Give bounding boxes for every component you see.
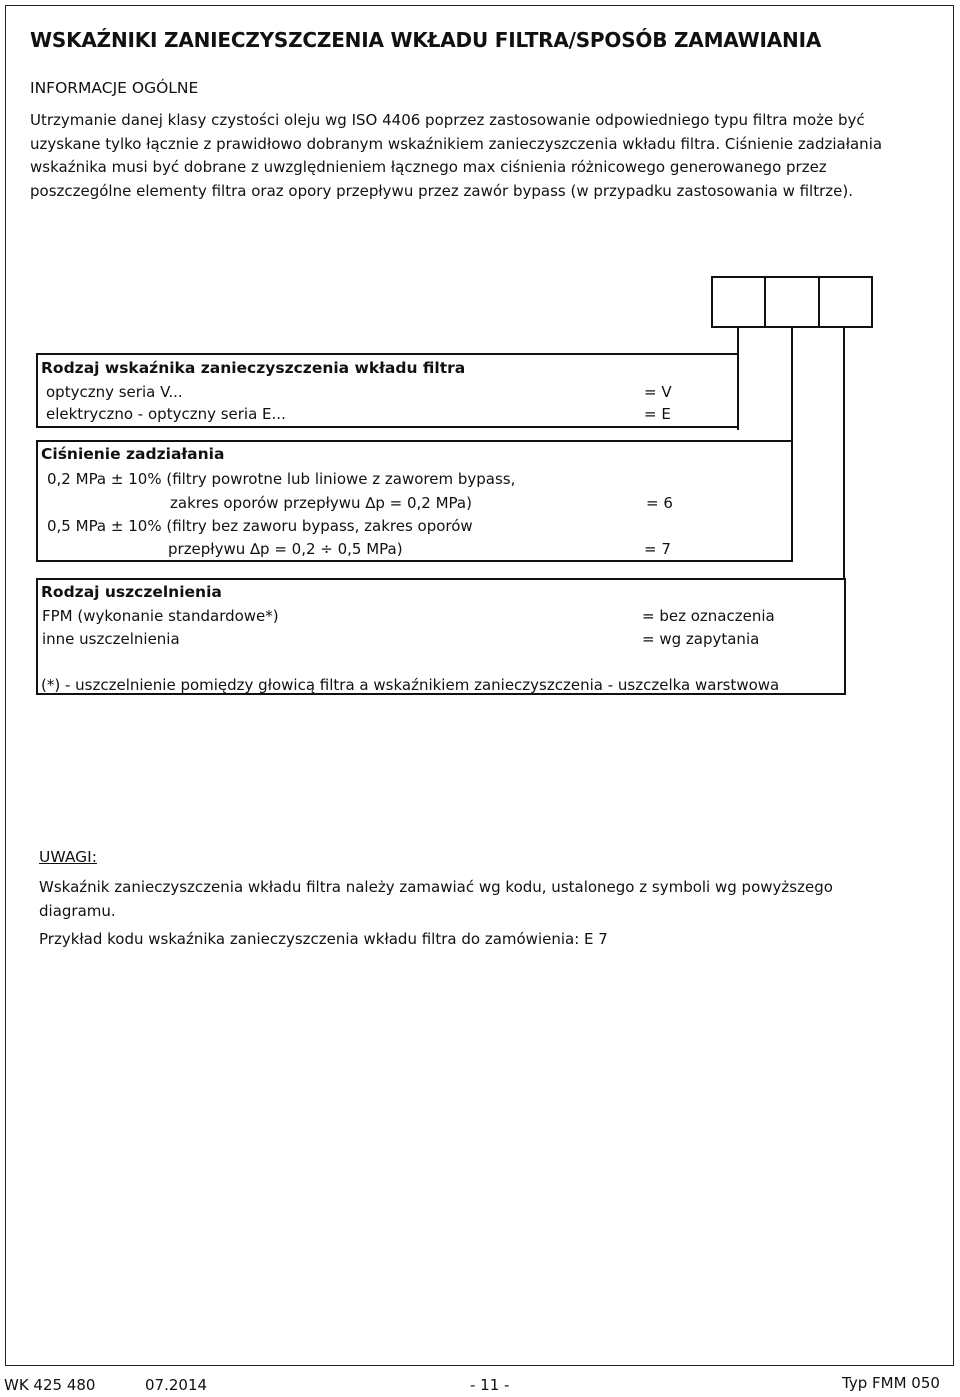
intro-line: wskaźnika musi być dobrane z uwzględnieniem łącznego max ciśnienia różnicowego generowanego przez xyxy=(30,158,827,176)
section-title: Rodzaj uszczelnienia xyxy=(41,583,222,601)
option-label: inne uszczelnienia xyxy=(42,630,180,648)
activation-pressure-section xyxy=(36,440,793,562)
remarks-line: Wskaźnik zanieczyszczenia wkładu filtra należy zamawiać wg kodu, ustalonego z symboli wg powyższego xyxy=(39,878,833,896)
intro-paragraph xyxy=(30,109,910,203)
connector-line-3 xyxy=(843,328,845,580)
option-code: = wg zapytania xyxy=(642,630,760,648)
option-text: 0,2 MPa ± 10% (filtry powrotne lub liniowe z zaworem bypass, xyxy=(47,470,516,488)
option-code: = E xyxy=(644,405,671,423)
indicator-type-section xyxy=(36,353,739,428)
remarks-heading: UWAGI: xyxy=(39,848,97,866)
code-box-2 xyxy=(764,276,820,328)
remarks-example: Przykład kodu wskaźnika zanieczyszczenia wkładu filtra do zamówienia: E 7 xyxy=(39,930,608,948)
intro-line: poszczególne elementy filtra oraz opory przepływu przez zawór bypass (w przypadku zastosowania w filtrze). xyxy=(30,181,853,200)
option-code: = 7 xyxy=(644,540,671,558)
general-info-heading: INFORMACJE OGÓLNE xyxy=(30,79,199,97)
footer-doc-code: WK 425 480 xyxy=(4,1376,96,1394)
footer-page-number: - 11 - xyxy=(470,1376,510,1394)
section-title: Rodzaj wskaźnika zanieczyszczenia wkładu filtra xyxy=(41,359,466,377)
code-box-3 xyxy=(818,276,873,328)
option-text: przepływu ∆p = 0,2 ÷ 0,5 MPa) xyxy=(168,540,403,558)
intro-line: uzyskane tylko łącznie z prawidłowo dobranym wskaźnikiem zanieczyszczenia wkładu filtra. Ciśnienie zadziałania xyxy=(30,134,883,153)
option-code: = V xyxy=(644,383,672,401)
option-label: elektryczno - optyczny seria E... xyxy=(46,405,286,423)
code-box-1 xyxy=(711,276,766,328)
footnote: (*) - uszczelnienie pomiędzy głowicą filtra a wskaźnikiem zanieczyszczenia - uszczelka warstwowa xyxy=(41,676,780,694)
option-label: FPM (wykonanie standardowe*) xyxy=(42,607,279,625)
section-title: Ciśnienie zadziałania xyxy=(41,445,225,463)
option-code: = 6 xyxy=(646,494,673,512)
option-text: 0,5 MPa ± 10% (filtry bez zaworu bypass, zakres oporów xyxy=(47,517,473,535)
option-text: zakres oporów przepływu ∆p = 0,2 MPa) xyxy=(170,494,472,512)
option-label: optyczny seria V... xyxy=(46,383,183,401)
remarks-line: diagramu. xyxy=(39,902,116,920)
page-title: WSKAŹNIKI ZANIECZYSZCZENIA WKŁADU FILTRA/SPOSÓB ZAMAWIANIA xyxy=(30,28,822,52)
option-code: = bez oznaczenia xyxy=(642,607,775,625)
footer-type: Typ FMM 050 xyxy=(842,1374,940,1392)
footer-date: 07.2014 xyxy=(145,1376,208,1394)
intro-line: Utrzymanie danej klasy czystości oleju wg ISO 4406 poprzez zastosowanie odpowiedniego typu filtra może być xyxy=(30,111,865,129)
seal-type-section xyxy=(36,578,846,695)
